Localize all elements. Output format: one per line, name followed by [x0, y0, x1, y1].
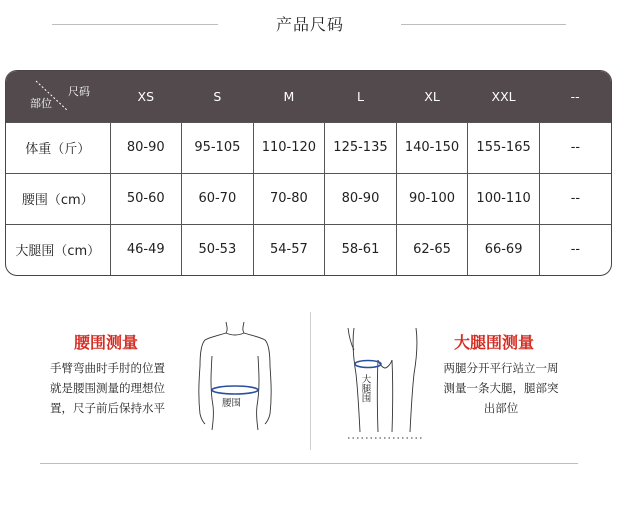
table-cell: -- [539, 224, 611, 275]
table-cell: 100-110 [468, 173, 540, 224]
table-cell: 95-105 [182, 122, 254, 173]
table-cell: 60-70 [182, 173, 254, 224]
table-cell: 46-49 [110, 224, 182, 275]
table-cell: 62-65 [396, 224, 468, 275]
table-cell: 140-150 [396, 122, 468, 173]
thigh-line-1: 两腿分开平行站立一周 [443, 361, 559, 375]
thigh-line-3: 出部位 [483, 401, 519, 415]
table-cell: 110-120 [253, 122, 325, 173]
table-cell: 155-165 [468, 122, 540, 173]
corner-size-label: 尺码 [68, 85, 90, 98]
table-cell: 70-80 [253, 173, 325, 224]
page-title: 产品尺码 [275, 15, 344, 34]
section-divider [310, 312, 311, 450]
col-header-xxl: XXL [491, 88, 516, 104]
row-label-waist: 腰围（cm） [6, 173, 110, 224]
table-cell: 90-100 [396, 173, 468, 224]
size-table [5, 70, 612, 276]
table-cell: 50-60 [110, 173, 182, 224]
table-cell: 80-90 [110, 122, 182, 173]
thigh-line-2: 测量一条大腿，腿部突 [443, 381, 559, 395]
table-row [6, 122, 611, 173]
col-header-xl: XL [424, 88, 440, 104]
waist-section-title: 腰围测量 [74, 333, 139, 352]
torso-figure-illustration [190, 318, 280, 433]
col-header-xs: XS [137, 88, 155, 104]
table-cell: -- [539, 173, 611, 224]
title-right-rule [401, 24, 566, 25]
table-corner [6, 71, 110, 122]
table-cell: -- [539, 122, 611, 173]
legs-figure-illustration [340, 322, 430, 447]
table-row [6, 173, 611, 224]
thigh-figure-label-text: 大腿围 [359, 374, 371, 403]
table-header-row [6, 71, 611, 122]
waist-measure-line [212, 386, 258, 394]
table-cell: 50-53 [182, 224, 254, 275]
waist-line-2: 就是腰围测量的理想位 [50, 381, 165, 395]
table-cell: 54-57 [253, 224, 325, 275]
col-header-l: L [356, 88, 364, 104]
row-label-thigh: 大腿围（cm） [6, 224, 110, 275]
table-cell: 58-61 [325, 224, 397, 275]
col-header-m: M [283, 88, 295, 104]
row-label-weight: 体重（斤） [6, 122, 110, 173]
col-header-s: S [213, 88, 222, 104]
table-cell: 125-135 [325, 122, 397, 173]
waist-figure-label: 腰围 [222, 398, 242, 409]
thigh-section-title: 大腿围测量 [454, 333, 535, 352]
table-cell: 66-69 [468, 224, 540, 275]
corner-part-label: 部位 [30, 97, 52, 110]
table-cell: 80-90 [325, 173, 397, 224]
thigh-figure-label [359, 374, 371, 406]
bottom-rule [40, 463, 578, 464]
col-header-extra: -- [570, 88, 580, 104]
table-row [6, 224, 611, 275]
thigh-instructions [436, 358, 566, 418]
thigh-measure-line [355, 361, 381, 368]
waist-instructions [50, 358, 165, 418]
waist-line-1: 手臂弯曲时手肘的位置 [50, 361, 165, 375]
waist-line-3: 置，尺子前后保持水平 [50, 401, 165, 415]
